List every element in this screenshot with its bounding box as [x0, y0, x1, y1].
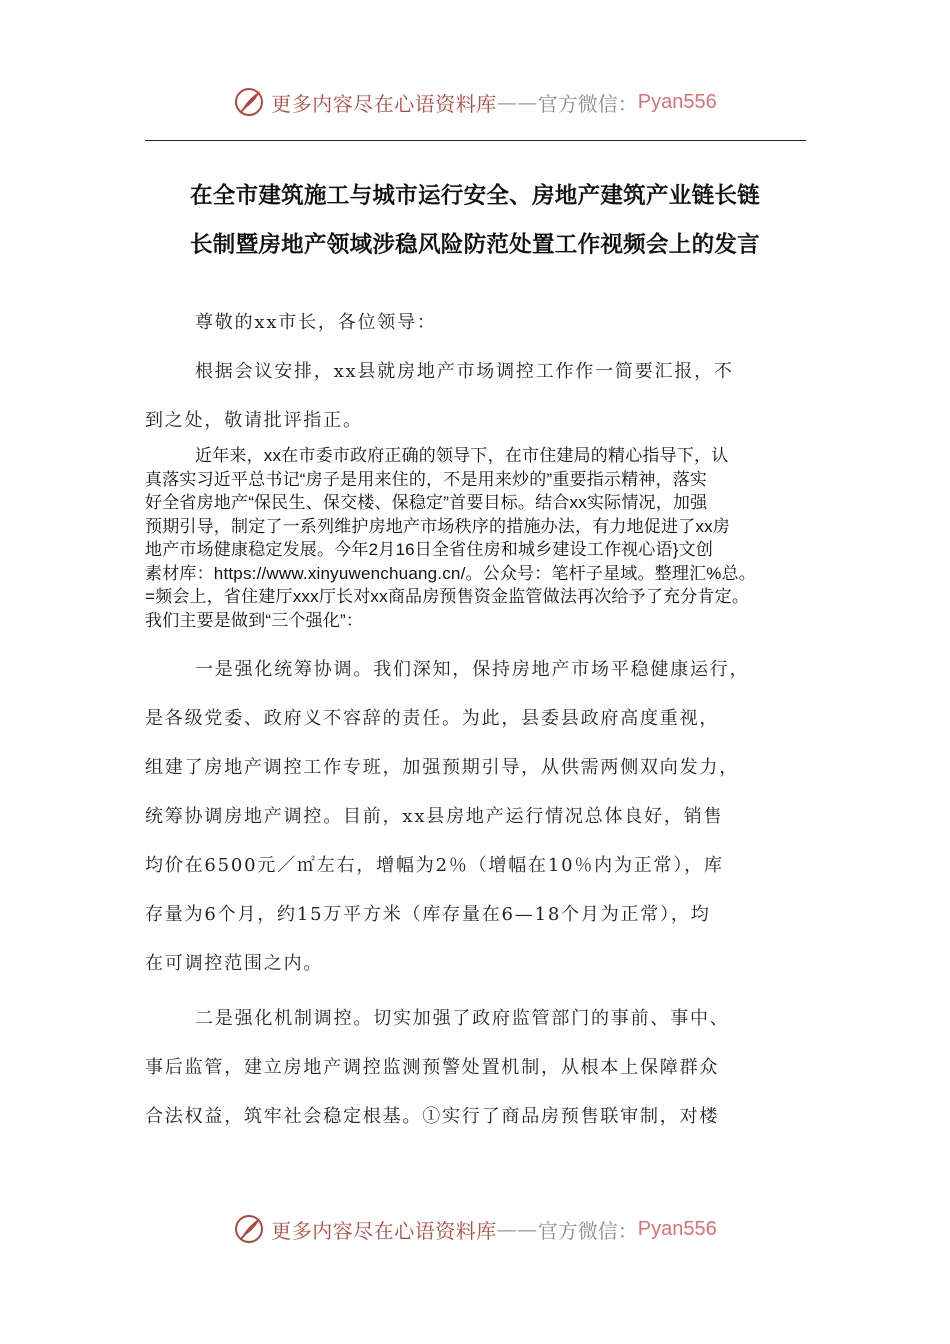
paragraph-line: 存量为6个月，约15万平方米（库存量在6—18个月为正常），均 — [145, 904, 711, 925]
paragraph-line: 一是强化统筹协调。我们深知，保持房地产市场平稳健康运行， — [195, 659, 750, 680]
paragraph-line: 地产市场健康稳定发展。今年2月16日全省住房和城乡建设工作视心语}文创 — [145, 540, 714, 559]
paragraph-line: 素材库：https://www.xinyuwenchuang.cn/。公众号：笔杆子星域。整理汇%总。 — [145, 563, 757, 583]
banner-wechat-label: 官方微信： — [537, 91, 638, 116]
point-one-paragraph — [145, 645, 807, 988]
intro-paragraph — [145, 347, 807, 445]
paragraph-line: 预期引导，制定了一系列维护房地产市场秩序的措施办法，有力地促进了xx房 — [145, 516, 730, 536]
title-line: 在全市建筑施工与城市运行安全、房地产建筑产业链长链 — [189, 183, 760, 209]
banner-separator: —— — [496, 1217, 538, 1241]
paragraph-line: 合法权益，筑牢社会稳定根基。①实行了商品房预售联审制，对楼 — [145, 1106, 720, 1127]
banner-title: 更多内容尽在心语资料库 — [271, 91, 497, 116]
footer-banner — [0, 1209, 950, 1249]
paragraph-line: 到之处，敬请批评指正。 — [145, 410, 363, 431]
banner-wechat-label: 官方微信： — [537, 1218, 638, 1243]
dense-paragraph — [145, 444, 809, 632]
paragraph-line: 二是强化机制调控。切实加强了政府监管部门的事前、事中、 — [195, 1008, 730, 1029]
banner-separator: —— — [496, 90, 538, 114]
feather-pen-logo-icon — [233, 1213, 265, 1245]
paragraph-line: =频会上，省住建厅xxx厅长对xx商品房预售资金监管做法再次给予了充分肯定。 — [145, 587, 750, 606]
banner-wechat-id: Pyan556 — [637, 1217, 717, 1240]
paragraph-line: 真落实习近平总书记“房子是用来住的，不是用来炒的”重要指示精神，落实 — [145, 469, 708, 489]
paragraph-line: 组建了房地产调控工作专班，加强预期引导，从供需两侧双向发力， — [145, 757, 739, 778]
paragraph-line: 在可调控范围之内。 — [145, 953, 324, 974]
header-banner — [0, 82, 950, 122]
paragraph-line: 统筹协调房地产调控。目前，xx县房地产运行情况总体良好，销售 — [145, 806, 724, 827]
paragraph-line: 根据会议安排，xx县就房地产市场调控工作作一简要汇报，不 — [195, 361, 734, 382]
header-divider — [145, 140, 806, 141]
paragraph-line: 事后监管，建立房地产调控监测预警处置机制，从根本上保障群众 — [145, 1057, 720, 1078]
point-two-paragraph — [145, 994, 807, 1141]
salutation: 尊敬的xx市长，各位领导： — [195, 312, 437, 333]
salutation-paragraph — [145, 298, 807, 347]
title-line: 长制暨房地产领域涉稳风险防范处置工作视频会上的发言 — [189, 232, 760, 258]
paragraph-line: 均价在6500元／㎡左右，增幅为2％（增幅在10％内为正常），库 — [145, 855, 724, 876]
paragraph-line: 我们主要是做到“三个强化”： — [145, 610, 364, 630]
paragraph-line: 是各级党委、政府义不容辞的责任。为此，县委县政府高度重视， — [145, 708, 720, 729]
banner-title: 更多内容尽在心语资料库 — [271, 1218, 497, 1243]
paragraph-line: 好全省房地产“保民生、保交楼、保稳定”首要目标。结合xx实际情况，加强 — [145, 493, 708, 512]
feather-pen-logo-icon — [233, 86, 265, 118]
paragraph-line: 近年来，xx在市委市政府正确的领导下，在市住建局的精心指导下，认 — [195, 446, 729, 465]
banner-wechat-id: Pyan556 — [637, 90, 717, 113]
document-title — [140, 172, 810, 270]
